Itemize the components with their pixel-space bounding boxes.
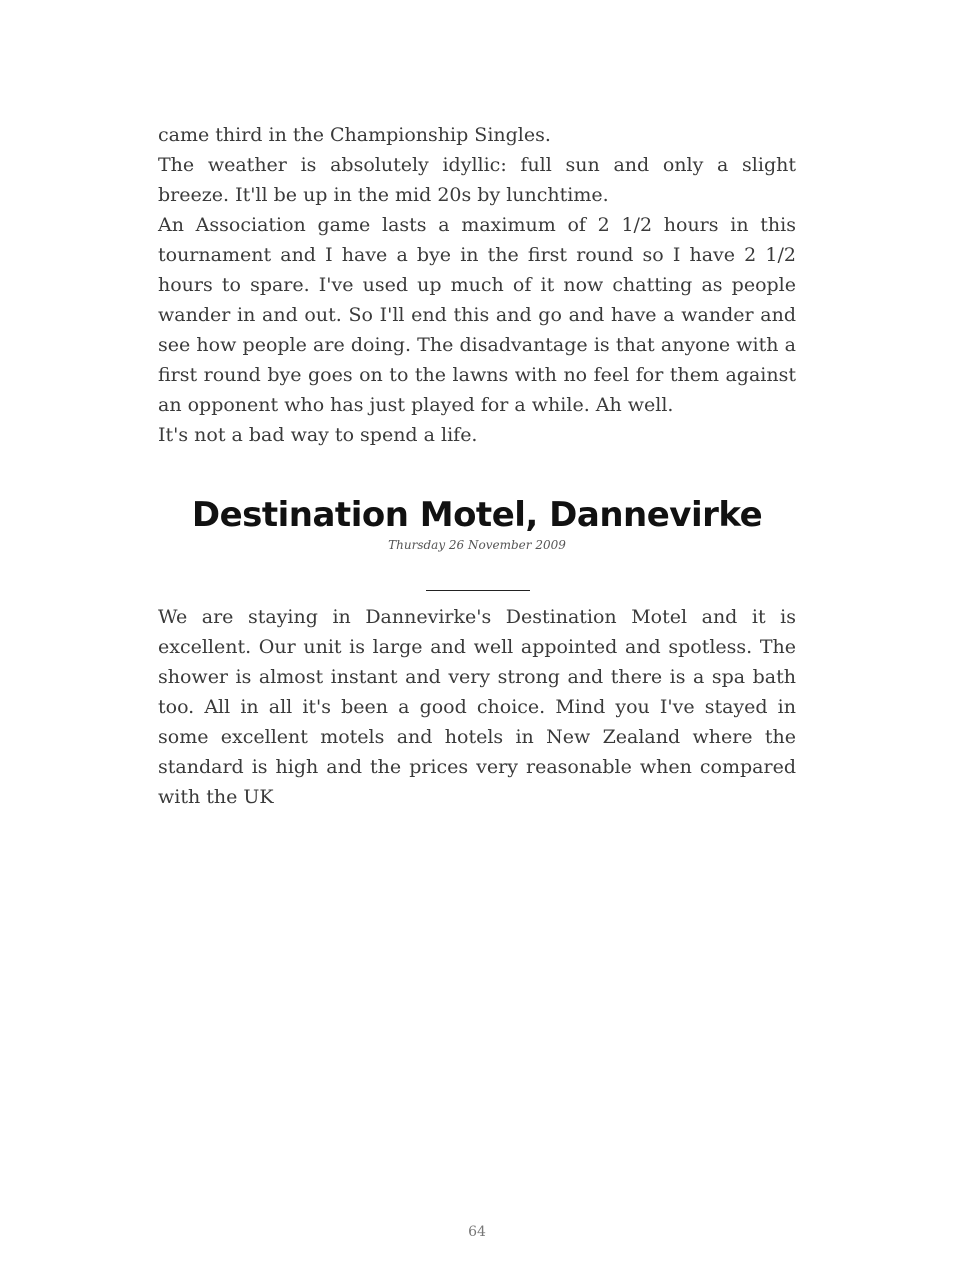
paragraph: We are staying in Dannevirke's Destination Motel and it is excellent. Our unit is large and well appointed and spotless. The shower is almost instant and very strong and there is a spa bath too. All in all it's been a good choice. Mind you I've stayed in some excellent motels and hotels in New Zealand where the standard is high and the prices very reasonable when compared with the UK [158,606,796,808]
paragraph: It's not a bad way to spend a life. [158,424,478,446]
previous-entry-text [158,120,796,450]
paragraph: The weather is absolutely idyllic: full sun and only a slight breeze. It'll be up in the mid 20s by lunchtime. [158,154,796,206]
entry-title: Destination Motel, Dannevirke [191,495,763,535]
entry-body [158,602,796,812]
entry-date: Thursday 26 November 2009 [388,538,566,552]
paragraph: came third in the Championship Singles. [158,124,551,146]
paragraph: An Association game lasts a maximum of 2 1/2 hours in this tournament and I have a bye in the first round so I have 2 1/2 hours to spare. I've used up much of it now chatting as people wander in and out. So I'll end this and go and have a wander and see how people are doing. The disadvantage is that anyone with a first round bye goes on to the lawns with no feel for them against an opponent who has just played for a while. Ah well. [158,214,796,416]
page-number: 64 [468,1224,486,1240]
title-divider [426,590,530,591]
